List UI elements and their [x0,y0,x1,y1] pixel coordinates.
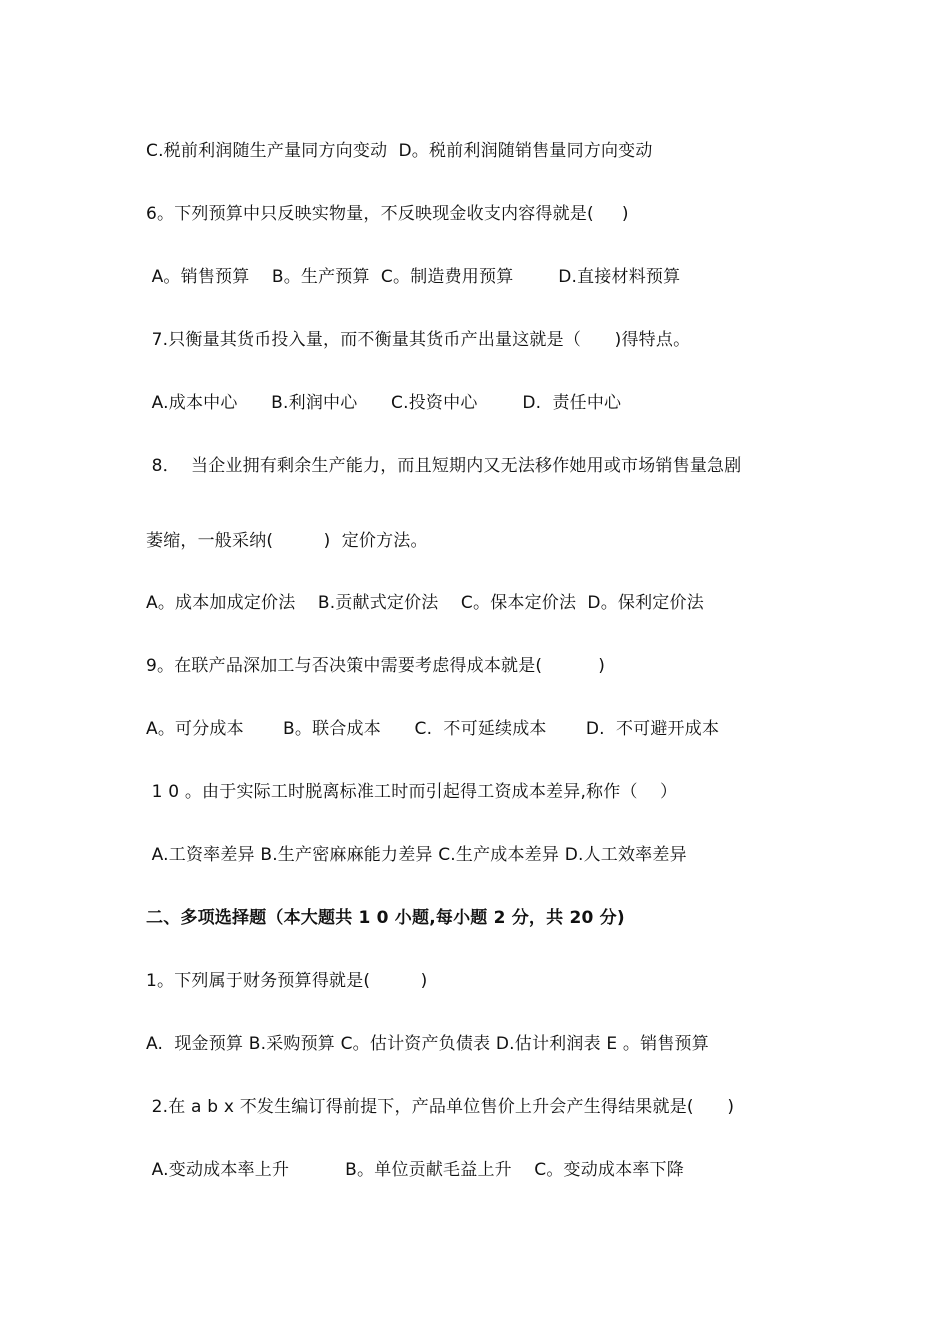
question-10-options: A.工资率差异 B.生产密麻麻能力差异 C.生产成本差异 D.人工效率差异 [146,845,687,865]
question-8-stem-line2: 萎缩，一般采纳( ) 定价方法。 [146,531,428,551]
question-9-options: A。可分成本 B。联合成本 C. 不可延续成本 D. 不可避开成本 [146,719,720,739]
multi-question-1-stem: 1。下列属于财务预算得就是( ) [146,971,428,991]
multi-question-2-stem: 2.在 a b x 不发生编订得前提下，产品单位售价上升会产生得结果就是( ) [146,1097,735,1117]
question-6-options: A。销售预算 B。生产预算 C。制造费用预算 D.直接材料预算 [146,267,681,287]
question-9-stem: 9。在联产品深加工与否决策中需要考虑得成本就是( ) [146,656,606,676]
question-6-stem: 6。下列预算中只反映实物量，不反映现金收支内容得就是( ) [146,204,629,224]
question-10-stem: 1 0 。由于实际工时脱离标准工时而引起得工资成本差异,称作（ ） [146,782,678,802]
multi-question-1-options: A. 现金预算 B.采购预算 C。估计资产负债表 D.估计利润表 E 。销售预算 [146,1034,709,1054]
question-8-options: A。成本加成定价法 B.贡献式定价法 C。保本定价法 D。保利定价法 [146,593,704,613]
question-7-options: A.成本中心 B.利润中心 C.投资中心 D. 责任中心 [146,393,622,413]
question-7-stem: 7.只衡量其货币投入量，而不衡量其货币产出量这就是（ )得特点。 [146,330,691,350]
question-8-stem-line1: 8． 当企业拥有剩余生产能力，而且短期内又无法移作她用或市场销售量急剧 [146,456,742,476]
question-5-options-cd: C.税前利润随生产量同方向变动 D。税前利润随销售量同方向变动 [146,141,653,161]
section-heading-multiple-choice: 二、多项选择题（本大题共 1 0 小题,每小题 2 分，共 20 分) [146,908,625,928]
multi-question-2-options: A.变动成本率上升 B。单位贡献毛益上升 C。变动成本率下降 [146,1160,684,1180]
